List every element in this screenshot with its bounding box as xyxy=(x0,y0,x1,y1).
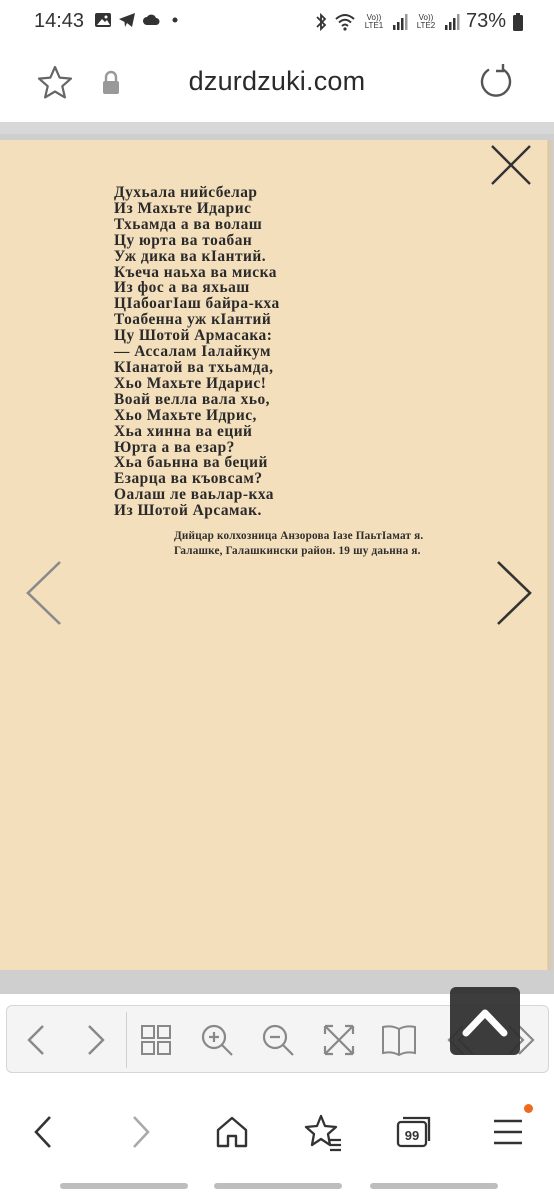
poem-line: Юрта а ва езар? xyxy=(114,438,235,456)
poem-line: Из Махьте Идарис xyxy=(114,199,252,217)
cloud-notification-icon xyxy=(142,11,160,29)
sim1-network-label: Vo)) LTE1 xyxy=(364,12,384,30)
poem-line: Цу Шотой Армасака: xyxy=(114,327,273,345)
page-edge-shadow xyxy=(548,140,554,970)
home-icon[interactable] xyxy=(212,1112,252,1152)
poem-line: Тоабенна уж кIантий xyxy=(114,311,272,329)
zoom-in-icon[interactable] xyxy=(197,1020,237,1060)
wifi-icon xyxy=(334,12,356,32)
poem-line: Из фос а ва яхьаш xyxy=(114,279,250,297)
poem-line: Хьа баьнна ва беций xyxy=(114,454,268,472)
attribution-line-2: Галашке, Галашкински район. 19 шу даьнна я. xyxy=(174,545,421,557)
poem-line: Хьа хинна ва еций xyxy=(114,422,253,440)
zoom-out-icon[interactable] xyxy=(258,1020,298,1060)
poem-text xyxy=(114,185,280,519)
telegram-notification-icon xyxy=(118,11,136,29)
gesture-bar-center xyxy=(214,1183,342,1189)
sim2-signal-icon xyxy=(444,13,460,31)
poem-line: Духьала нийсбелар xyxy=(114,184,258,201)
more-notifications-dot-icon xyxy=(166,11,184,29)
poem-line: — Ассалам Iалайкум xyxy=(114,343,271,361)
poem-line: Цу юрта ва тоабан xyxy=(114,231,253,249)
status-time: 14:43 xyxy=(34,10,85,32)
forward-icon[interactable] xyxy=(120,1112,160,1152)
poem-line: Воай велла вала хьо, xyxy=(114,390,271,408)
thumbnails-grid-icon[interactable] xyxy=(136,1020,176,1060)
gesture-bar-left xyxy=(60,1183,188,1189)
tabs-icon[interactable] xyxy=(394,1112,434,1152)
battery-icon xyxy=(512,12,524,32)
browser-bottom-nav xyxy=(0,1092,554,1172)
bookmarks-icon[interactable] xyxy=(303,1112,343,1152)
attribution-line-1: Дийцар колхозница Анзорова Iазе ПаьтIамат я. xyxy=(174,530,424,542)
bluetooth-icon xyxy=(314,12,328,32)
poem-line: Хьо Махьте Идрис, xyxy=(114,406,257,424)
poem-line: Из Шотой Арсамак. xyxy=(114,502,262,520)
poem-line: Тхьамда а ва волаш xyxy=(114,215,263,233)
menu-icon[interactable] xyxy=(488,1112,528,1152)
poem-line: Оалаш ле ваьлар-кха xyxy=(114,486,275,504)
back-icon[interactable] xyxy=(24,1112,64,1152)
book-view-icon[interactable] xyxy=(379,1020,419,1060)
sim2-network-label: Vo)) LTE2 xyxy=(416,12,436,30)
poem-line: Къеча наьха ва миска xyxy=(114,263,277,281)
gesture-bar-right xyxy=(370,1183,498,1189)
chevron-left-icon[interactable] xyxy=(22,558,66,628)
fullscreen-icon[interactable] xyxy=(319,1020,359,1060)
content-divider xyxy=(0,122,554,134)
scroll-to-top-button[interactable] xyxy=(450,987,520,1055)
url-domain-text[interactable]: dzurdzuki.com xyxy=(188,66,366,96)
svg-text:99: 99 xyxy=(404,1128,420,1143)
menu-notification-dot xyxy=(524,1104,533,1113)
poem-line: КIанатой ва тхьамда, xyxy=(114,358,274,376)
reload-icon[interactable] xyxy=(476,62,516,102)
gallery-notification-icon xyxy=(94,11,112,29)
poem-line: Уж дика ва кIантий. xyxy=(114,247,267,265)
poem-line: Хьо Махьте Идарис! xyxy=(114,374,267,392)
previous-page-icon[interactable] xyxy=(17,1020,57,1060)
next-page-icon[interactable] xyxy=(75,1020,115,1060)
battery-percent: 73% xyxy=(465,10,506,32)
attribution-text xyxy=(174,529,423,559)
address-bar xyxy=(0,44,554,122)
close-icon[interactable] xyxy=(488,142,534,188)
chevron-right-icon[interactable] xyxy=(492,558,536,628)
status-bar xyxy=(0,0,554,44)
toolbar-separator xyxy=(126,1012,127,1068)
poem-line: Езарца ва къовсам? xyxy=(114,470,263,488)
sim1-signal-icon xyxy=(392,13,408,31)
poem-line: ЦIабоагIаш байра-кха xyxy=(114,295,280,313)
chevron-up-icon xyxy=(450,987,520,1055)
